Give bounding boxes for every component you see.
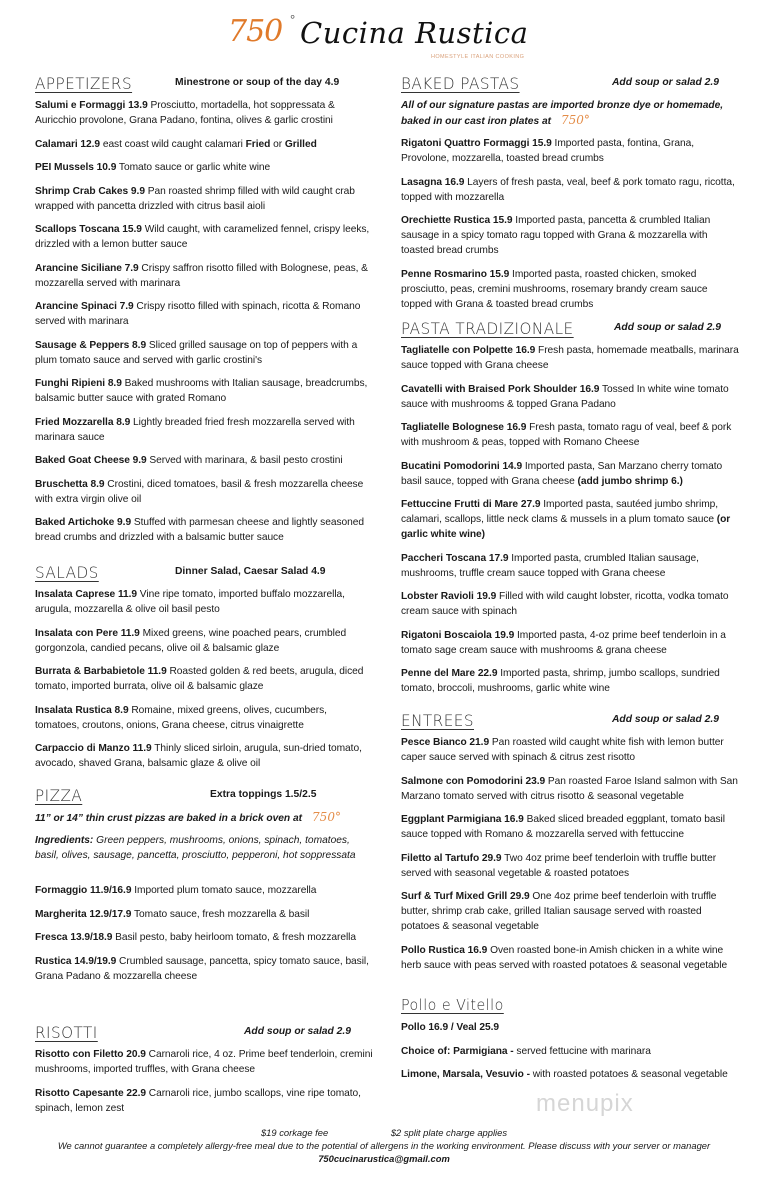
menu-item xyxy=(35,453,373,468)
item-name-price: Paccheri Toscana 17.9 xyxy=(401,552,509,564)
item-name-price: Pesce Bianco 21.9 xyxy=(401,737,490,748)
item-description: Carnaroli rice, 4 oz. Prime beef tenderloin, cremini mushrooms, imported truffles, with Grana cheese xyxy=(35,1049,373,1075)
item-name-price: Insalata Caprese 11.9 xyxy=(35,589,138,600)
item-name-price: Fresca 13.9/18.9 xyxy=(35,932,113,943)
item-name-price: Salumi e Formaggi 13.9 xyxy=(35,100,148,111)
menu-item xyxy=(401,1067,739,1082)
menu-item xyxy=(401,1020,739,1035)
menu-item xyxy=(35,703,373,733)
menu-section-risotti xyxy=(35,1023,373,1124)
menu-item xyxy=(401,735,739,765)
menu-item xyxy=(35,160,373,175)
menu-item xyxy=(401,628,739,658)
section-header xyxy=(401,74,739,98)
watermark: menupix xyxy=(536,1090,634,1117)
item-name-price: Eggplant Parmigiana 16.9 xyxy=(401,814,524,825)
menu-item xyxy=(401,136,739,166)
section-header xyxy=(401,711,739,735)
menu-item xyxy=(401,589,739,619)
item-name-price: Penne del Mare 22.9 xyxy=(401,668,498,679)
item-description: Tomato sauce, fresh mozzarella & basil xyxy=(131,908,310,920)
item-name-price: Arancine Spinaci 7.9 xyxy=(35,301,134,312)
menu-item xyxy=(35,338,373,368)
item-name-price: Funghi Ripieni 8.9 xyxy=(35,378,122,389)
menu-item xyxy=(35,477,373,507)
item-name-price: Fried Mozzarella 8.9 xyxy=(35,416,131,428)
item-name-price: Tagliatelle con Polpette 16.9 xyxy=(401,345,536,356)
item-name-price: Baked Artichoke 9.9 xyxy=(35,517,132,528)
item-description: Oven roasted bone-in Amish chicken in a white wine herb sauce with peas served with roasted potatoes & seasonal vegetable xyxy=(401,944,728,971)
item-name-price: PEI Mussels 10.9 xyxy=(35,162,117,173)
item-name-price: Lobster Ravioli 19.9 xyxy=(401,591,497,602)
section-note xyxy=(401,98,739,129)
logo-name: Cucina Rustica xyxy=(300,16,529,50)
item-description: Thinly sliced sirloin, arugula, sun-dried tomato, avocado, shaved Grana, balsamic glaze & olive oil xyxy=(35,743,362,769)
item-name-price: (or garlic white wine) xyxy=(401,514,731,540)
menu-section-baked xyxy=(401,74,739,320)
menu-item xyxy=(35,184,373,214)
section-header xyxy=(35,74,373,98)
item-description: Fresh pasta, homemade meatballs, marinara sauce topped with Grana cheese xyxy=(401,345,739,371)
menu-item xyxy=(401,382,739,412)
section-side-note: Add soup or salad 2.9 xyxy=(612,77,719,88)
item-name-price: Orechiette Rustica 15.9 xyxy=(401,215,513,226)
section-title: ENTREES xyxy=(401,711,475,730)
menu-item xyxy=(401,459,739,489)
item-description: Vine ripe tomato, imported buffalo mozzarella, arugula, mozzarella & olive oil basil pesto xyxy=(35,589,345,615)
item-name-price: Baked Goat Cheese 9.9 xyxy=(35,455,147,466)
menu-item xyxy=(401,666,739,696)
section-header xyxy=(401,319,739,343)
menu-section-tradizionale xyxy=(401,319,739,705)
section-side-note: Add soup or salad 2.9 xyxy=(612,714,719,725)
item-description: One 4oz prime beef tenderloin with truffle butter, shrimp crab cake, grilled Italian sausage served with roasted potatoes & seasonal vegetable xyxy=(401,891,717,932)
menu-item xyxy=(401,267,739,312)
allergy-notice: We cannot guarantee a completely allergy-free meal due to the potential of allergens in the working environment. Please discuss with your server or manager xyxy=(57,1140,711,1151)
menu-item xyxy=(35,954,373,984)
section-note xyxy=(35,810,373,826)
section-note-text: 11” or 14” thin crust pizzas are baked in a brick oven at xyxy=(35,813,303,824)
item-description: Imported pasta, fontina, Grana, Provolone, mozzarella, toasted bread crumbs xyxy=(401,138,695,164)
section-side-note: Minestrone or soup of the day 4.9 xyxy=(175,77,340,88)
menu-item xyxy=(35,883,373,898)
menu-section-pizza xyxy=(35,786,373,992)
item-description: Roasted golden & red beets, arugula, diced tomato, imported burrata, olive oil & balsamic glaze xyxy=(35,666,364,692)
item-description: Stuffed with parmesan cheese and lightly seasoned bread crumbs and drizzled with a balsamic butter sauce xyxy=(35,517,364,543)
item-description: Lightly breaded fried fresh mozzarella served with marinara sauce xyxy=(35,416,355,443)
menu-item xyxy=(401,213,739,258)
item-name-price: Choice of: Parmigiana - xyxy=(401,1045,514,1057)
menu-item xyxy=(401,1044,739,1059)
menu-item xyxy=(35,664,373,694)
item-description: Imported pasta, crumbled Italian sausage, mushrooms, truffle cream sauce topped with Grana cheese xyxy=(401,552,699,579)
menu-item xyxy=(401,175,739,205)
logo-750-mini: 750° xyxy=(312,810,341,824)
menu-section-appetizers xyxy=(35,74,373,554)
item-description: Imported pasta, roasted chicken, smoked prosciutto, peas, cremini mushrooms, rosemary brandy cream sauce topped with Grana & toasted bread crumbs xyxy=(401,268,708,310)
item-name-price: Sausage & Peppers 8.9 xyxy=(35,339,147,351)
item-name-price: Rigatoni Boscaiola 19.9 xyxy=(401,629,515,641)
menu-item xyxy=(35,137,373,152)
menu-item xyxy=(401,889,739,934)
menu-item xyxy=(401,774,739,804)
item-name-price: Arancine Siciliane 7.9 xyxy=(35,262,139,274)
menu-item xyxy=(401,497,739,542)
item-description: Imported pasta, shrimp, jumbo scallops, sundried tomato, broccoli, mushrooms, garlic white wine xyxy=(401,668,720,694)
menu-item xyxy=(35,515,373,545)
item-description: Imported pasta, pancetta & crumbled Italian sausage in a spicy tomato ragu topped with Grana & mozzarella with toasted bread crumbs xyxy=(401,215,711,256)
item-name-price: Limone, Marsala, Vesuvio - xyxy=(401,1069,530,1080)
item-name-price: Scallops Toscana 15.9 xyxy=(35,224,142,235)
logo-750-mini: 750° xyxy=(561,113,590,127)
item-name-price: Penne Rosmarino 15.9 xyxy=(401,268,510,280)
menu-item xyxy=(35,907,373,922)
section-note-text: All of our signature pastas are imported bronze dye or homemade, baked in our cast iron plates at xyxy=(401,100,724,127)
section-title: SALADS xyxy=(35,563,99,582)
menu-item xyxy=(401,551,739,581)
item-description: Fresh pasta, tomato ragu of veal, beef & pork with mushroom & peas, topped with Romano Cheese xyxy=(401,422,732,448)
menu-item xyxy=(401,343,739,373)
item-name-price: Margherita 12.9/17.9 xyxy=(35,908,132,920)
item-description: Served with marinara, & basil pesto crostini xyxy=(146,455,343,466)
item-name-price: Filetto al Tartufo 29.9 xyxy=(401,852,502,864)
item-description: Imported plum tomato sauce, mozzarella xyxy=(131,885,317,896)
item-description: Crostini, diced tomatoes, basil & fresh mozzarella cheese with extra virgin olive oil xyxy=(35,478,364,505)
item-name-price: Rustica 14.9/19.9 xyxy=(35,955,117,967)
logo-750: 750 xyxy=(228,14,283,49)
menu-section-salads xyxy=(35,563,373,780)
restaurant-logo xyxy=(228,12,548,62)
item-description: Layers of fresh pasta, veal, beef & pork tomato ragu, ricotta, topped with mozzarella xyxy=(401,176,735,203)
pizza-ingredients xyxy=(35,833,373,863)
menu-item xyxy=(35,415,373,445)
menu-item xyxy=(35,261,373,291)
section-title: RISOTTI xyxy=(35,1023,98,1042)
section-title: BAKED PASTAS xyxy=(401,74,520,93)
item-description: Crispy risotto filled with spinach, ricotta & Romano served with marinara xyxy=(35,301,361,327)
contact-email[interactable]: 750cucinarustica@gmail.com xyxy=(318,1153,450,1164)
item-description: Basil pesto, baby heirloom tomato, & fresh mozzarella xyxy=(112,932,356,943)
logo-tagline: HOMESTYLE ITALIAN COOKING xyxy=(431,54,525,60)
item-name-price: Insalata con Pere 11.9 xyxy=(35,627,140,639)
item-description: Tomato sauce or garlic white wine xyxy=(116,162,271,173)
item-name-price: Rigatoni Quattro Formaggi 15.9 xyxy=(401,138,552,149)
item-description: Two 4oz prime beef tenderloin with truffle butter served with seasonal vegetable & roasted potatoes xyxy=(401,852,717,879)
ingredients-list: Green peppers, mushrooms, onions, spinach, tomatoes, basil, olives, sausage, pancetta, prosciutto, pepperoni, hot soppressata xyxy=(35,835,356,861)
item-description: Imported pasta, sautéed jumbo shrimp, calamari, scallops, little neck clams & mussels in a plum tomato sauce xyxy=(401,499,719,525)
section-title: APPETIZERS xyxy=(35,74,133,93)
section-header xyxy=(35,786,373,810)
menu-item xyxy=(35,1047,373,1077)
item-name-price: Surf & Turf Mixed Grill 29.9 xyxy=(401,891,530,902)
item-description: Prosciutto, mortadella, hot soppressata & Auricchio provolone, Grana Padano, fontina, olives & garlic crostini xyxy=(35,100,335,126)
menu-item xyxy=(35,930,373,945)
menu-item xyxy=(401,812,739,842)
item-name-price: Tagliatelle Bolognese 16.9 xyxy=(401,422,527,433)
corkage-fee: $19 corkage fee xyxy=(260,1127,329,1138)
item-description: Carnaroli rice, jumbo scallops, vine ripe tomato, spinach, lemon zest xyxy=(35,1087,361,1114)
item-name-price: Formaggio 11.9/16.9 xyxy=(35,885,132,896)
menu-item xyxy=(35,98,373,128)
item-name-price: (add jumbo shrimp 6.) xyxy=(577,475,683,487)
item-name-price: Bucatini Pomodorini 14.9 xyxy=(401,460,523,472)
item-name-price: Pollo 16.9 / Veal 25.9 xyxy=(401,1022,500,1033)
menu-item xyxy=(35,741,373,771)
split-plate-charge: $2 split plate charge applies xyxy=(390,1127,508,1138)
item-name-price: Lasagna 16.9 xyxy=(401,176,465,188)
section-header xyxy=(35,563,373,587)
section-header xyxy=(401,996,739,1020)
section-side-note: Add soup or salad 2.9 xyxy=(244,1026,351,1037)
menu-section-pollo xyxy=(401,996,739,1091)
item-name-price: Fettuccine Frutti di Mare 27.9 xyxy=(401,499,541,510)
item-name-price: Pollo Rustica 16.9 xyxy=(401,944,488,956)
item-description: Wild caught, with caramelized fennel, crispy leeks, drizzled with a lemon butter sauce xyxy=(35,224,370,250)
item-description: Crumbled sausage, pancetta, spicy tomato sauce, basil, Grana Padano & mozzarella cheese xyxy=(35,955,369,982)
item-name-price: Salmone con Pomodorini 23.9 xyxy=(401,775,546,787)
item-description: Sliced grilled sausage on top of peppers with a plum tomato sauce and served with garlic crostini's xyxy=(35,339,358,366)
section-title: PIZZA xyxy=(35,786,83,805)
logo-degree: ° xyxy=(290,12,296,27)
menu-section-entrees xyxy=(401,711,739,981)
item-description: Pan roasted wild caught white fish with lemon butter caper sauce served with spinach & citrus zest risotto xyxy=(401,737,724,763)
item-description: Mixed greens, wine poached pears, crumbled gorgonzola, candied pecans, olive oil & balsamic glaze xyxy=(35,627,347,654)
item-name-price: Burrata & Barbabietole 11.9 xyxy=(35,666,167,677)
item-name-price: Shrimp Crab Cakes 9.9 xyxy=(35,185,145,197)
menu-footer xyxy=(0,1126,768,1165)
item-name-price: Fried xyxy=(245,138,271,150)
section-title: Pollo e Vitello xyxy=(401,996,504,1014)
item-description: Imported pasta, 4-oz prime beef tenderloin in a tomato sage cream sauce with mushrooms & grana cheese xyxy=(401,629,726,656)
item-description: Filled with wild caught lobster, ricotta, vodka tomato cream sauce with spinach xyxy=(401,591,729,617)
item-description: with roasted potatoes & seasonal vegetable xyxy=(529,1069,728,1080)
item-description: east coast wild caught calamari xyxy=(100,138,246,150)
menu-item xyxy=(35,376,373,406)
menu-item xyxy=(35,587,373,617)
item-name-price: Risotto Capesante 22.9 xyxy=(35,1087,146,1099)
menu-item xyxy=(401,943,739,973)
ingredients-label: Ingredients: xyxy=(35,835,94,846)
item-description: Romaine, mixed greens, olives, cucumbers, tomatoes, croutons, onions, Grana cheese, citrus vinaigrette xyxy=(35,704,327,731)
item-name-price: Bruschetta 8.9 xyxy=(35,478,105,490)
section-side-note: Add soup or salad 2.9 xyxy=(614,322,721,333)
menu-item xyxy=(35,299,373,329)
item-name-price: Grilled xyxy=(284,138,317,150)
menu-item xyxy=(35,626,373,656)
menu-item xyxy=(35,1086,373,1116)
item-description: Imported pasta, San Marzano cherry tomato basil sauce, topped with Grana cheese xyxy=(401,460,723,487)
item-description: Crispy saffron risotto filled with Bolognese, peas, & mozzarella served with marinara xyxy=(35,262,368,289)
section-side-note: Extra toppings 1.5/2.5 xyxy=(210,789,317,800)
item-name-price: Risotto con Filetto 20.9 xyxy=(35,1049,146,1060)
section-side-note: Dinner Salad, Caesar Salad 4.9 xyxy=(175,566,326,577)
item-description: Pan roasted shrimp filled with wild caught crab wrapped with pancetta drizzled with citrus basil aioli xyxy=(35,185,355,212)
item-name-price: Insalata Rustica 8.9 xyxy=(35,704,129,716)
menu-item xyxy=(401,420,739,450)
item-description: Tossed In white wine tomato sauce with mushrooms & topped Grana Padano xyxy=(401,383,729,410)
fees-line xyxy=(0,1126,768,1139)
section-title: PASTA TRADIZIONALE xyxy=(401,319,574,338)
menu-item xyxy=(401,851,739,881)
item-name-price: Carpaccio di Manzo 11.9 xyxy=(35,743,152,754)
item-description: Baked mushrooms with Italian sausage, breadcrumbs, balsamic butter sauce with grated Romano xyxy=(35,378,368,404)
section-header xyxy=(35,1023,373,1047)
menu-item xyxy=(35,222,373,252)
item-description: served fettucine with marinara xyxy=(513,1045,651,1057)
item-description: or xyxy=(270,138,285,150)
item-name-price: Cavatelli with Braised Pork Shoulder 16.9 xyxy=(401,383,600,395)
item-name-price: Calamari 12.9 xyxy=(35,138,101,150)
item-description: Baked sliced breaded eggplant, tomato basil sauce topped with Romano & mozzarella served with fettuccine xyxy=(401,814,725,840)
item-description: Pan roasted Faroe Island salmon with San Marzano tomato served with citrus risotto & seasonal vegetable xyxy=(401,775,738,802)
